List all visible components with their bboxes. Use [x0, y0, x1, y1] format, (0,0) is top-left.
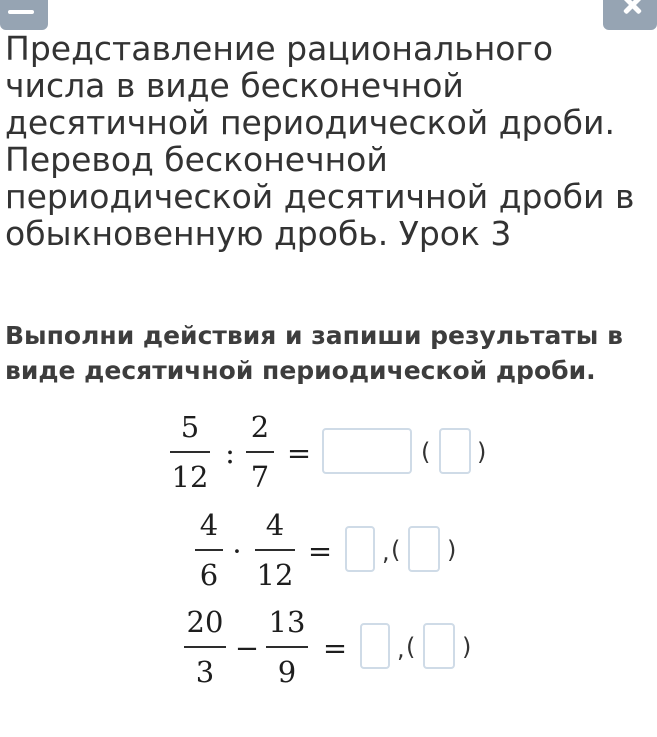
expr3-separator: ,: [397, 635, 405, 663]
expr3-right-fraction-bar: [266, 646, 308, 648]
close-icon: [619, 0, 645, 18]
expr2-left-numerator: 4: [199, 508, 219, 542]
expr3-equals: =: [322, 631, 348, 665]
expr3-operator: −: [234, 631, 260, 665]
expr3-left-denominator: 3: [195, 655, 215, 689]
expr3-left-fraction-bar: [184, 646, 226, 648]
expr1-left-denominator: 12: [171, 460, 209, 494]
expr2-right-numerator: 4: [265, 508, 285, 542]
expr3-period-input[interactable]: [423, 623, 455, 669]
expr1-operator: :: [225, 436, 235, 470]
menu-icon: [8, 10, 34, 14]
expr1-integer-part-input[interactable]: [322, 428, 412, 474]
expr2-close-paren: ): [447, 536, 457, 564]
expr3-left-numerator: 20: [186, 605, 224, 639]
lesson-title: Представление рационального числа в виде бесконечной десятичной периодической дроби. Перевод бесконечной периодической десятичной дроби в обыкновенную дробь. Урок 3: [5, 29, 635, 253]
expr2-operator: ·: [232, 534, 242, 568]
expr3-right-numerator: 13: [268, 605, 306, 639]
expr2-right-fraction-bar: [255, 549, 295, 551]
expr3-right-denominator: 9: [277, 655, 297, 689]
expr2-separator: ,: [382, 538, 390, 566]
close-button[interactable]: [603, 0, 657, 30]
expr2-equals: =: [307, 534, 333, 568]
expr1-left-fraction-bar: [170, 451, 210, 453]
expr2-left-denominator: 6: [199, 558, 219, 592]
expr1-equals: =: [286, 436, 312, 470]
expression-3: [0, 605, 657, 695]
expr1-close-paren: ): [477, 438, 487, 466]
expr1-left-numerator: 5: [180, 410, 200, 444]
menu-button[interactable]: [0, 0, 48, 30]
expr1-open-paren: (: [421, 438, 431, 466]
expression-2: [0, 508, 657, 598]
expr3-integer-part-input[interactable]: [360, 623, 390, 669]
task-instruction: Выполни действия и запиши результаты в виде десятичной периодической дроби.: [5, 321, 623, 385]
expr1-right-denominator: 7: [250, 460, 270, 494]
expr2-integer-part-input[interactable]: [345, 526, 375, 572]
expr3-open-paren: (: [406, 633, 416, 661]
expr2-right-denominator: 12: [256, 558, 294, 592]
expr3-close-paren: ): [462, 633, 472, 661]
expr2-period-input[interactable]: [408, 526, 440, 572]
expr1-right-numerator: 2: [250, 410, 270, 444]
expression-1: [0, 410, 657, 500]
expr2-left-fraction-bar: [195, 549, 223, 551]
expr2-open-paren: (: [391, 536, 401, 564]
expr1-period-input[interactable]: [439, 428, 471, 474]
expr1-right-fraction-bar: [246, 451, 274, 453]
